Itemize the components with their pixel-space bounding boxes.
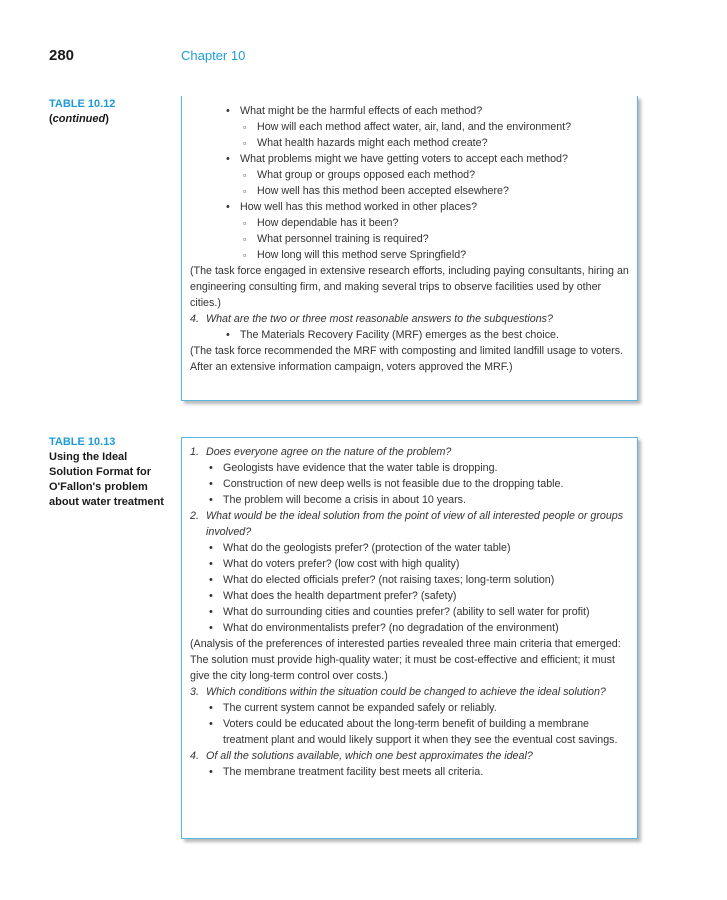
question-text: Which conditions within the situation could be changed to achieve the ideal solution? [206, 686, 606, 698]
table-caption: Using the Ideal Solution Format for O'Fallon's problem about water treatment [49, 451, 164, 508]
table-number: TABLE 10.12 [49, 98, 116, 110]
bullet-item: • What do environmentalists prefer? (no degradation of the environment) [190, 620, 631, 636]
sub-bullet-item: ▫ What group or groups opposed each method? [190, 167, 631, 183]
table-10-13-label [49, 435, 169, 510]
note-paragraph: (The task force engaged in extensive research efforts, including paying consultants, hiring an engineering consulting firm, and making several trips to observe facilities used by other cities.) [190, 265, 629, 309]
bullet-item: • Voters could be educated about the long-term benefit of building a membrane treatment plant and would likely support it when they see the eventual cost savings. [190, 716, 631, 748]
sub-bullet-item: ▫ How well has this method been accepted elsewhere? [190, 183, 631, 199]
table-caption: (continued) [49, 113, 109, 125]
sub-bullet-item: ▫ How will each method affect water, air, land, and the environment? [190, 119, 631, 135]
question-text: What would be the ideal solution from the point of view of all interested people or groups involved? [206, 510, 624, 538]
question-number: 3. [190, 686, 199, 698]
bullet-item: • What do surrounding cities and counties prefer? (ability to sell water for profit) [190, 604, 631, 620]
sub-bullet-item: ▫ What personnel training is required? [190, 231, 631, 247]
bullet-item: • What do voters prefer? (low cost with high quality) [190, 556, 631, 572]
question-number: 4. [190, 750, 199, 762]
sub-bullet-item: ▫ How dependable has it been? [190, 215, 631, 231]
question-item [190, 748, 631, 764]
question-number: 2. [190, 510, 199, 522]
sub-bullet-item: ▫ What health hazards might each method create? [190, 135, 631, 151]
bullet-item: • What does the health department prefer? (safety) [190, 588, 631, 604]
question-item [190, 311, 631, 327]
question-text: What are the two or three most reasonable answers to the subquestions? [206, 313, 553, 325]
question-number: 1. [190, 446, 199, 458]
bullet-item: • What do the geologists prefer? (protection of the water table) [190, 540, 631, 556]
chapter-title: Chapter 10 [181, 48, 246, 63]
bullet-item: • What might be the harmful effects of each method? [190, 103, 631, 119]
question-item [190, 684, 631, 700]
table-10-12-content [181, 96, 638, 401]
table-number: TABLE 10.13 [49, 436, 116, 448]
note-paragraph: (Analysis of the preferences of interested parties revealed three main criteria that emerged: The solution must provide high-quality water; it must be cost-effective and efficient; it must give the city long-term control over costs.) [190, 638, 621, 682]
question-text: Does everyone agree on the nature of the problem? [206, 446, 452, 458]
bullet-item: • The problem will become a crisis in about 10 years. [190, 492, 631, 508]
question-item [190, 508, 631, 540]
bullet-item: • The Materials Recovery Facility (MRF) emerges as the best choice. [190, 327, 631, 343]
table-10-12-label [49, 97, 169, 127]
bullet-item: • Construction of new deep wells is not feasible due to the dropping table. [190, 476, 631, 492]
bullet-item: • Geologists have evidence that the water table is dropping. [190, 460, 631, 476]
table-10-13-content [181, 437, 638, 839]
bullet-item: • The current system cannot be expanded safely or reliably. [190, 700, 631, 716]
question-number: 4. [190, 313, 199, 325]
question-item [190, 444, 631, 460]
bullet-item: • The membrane treatment facility best meets all criteria. [190, 764, 631, 780]
bullet-item: • How well has this method worked in other places? [190, 199, 631, 215]
sub-bullet-item: ▫ How long will this method serve Springfield? [190, 247, 631, 263]
note-paragraph: (The task force recommended the MRF with composting and limited landfill usage to voters. After an extensive information campaign, voters approved the MRF.) [190, 345, 624, 373]
bullet-item: • What do elected officials prefer? (not raising taxes; long-term solution) [190, 572, 631, 588]
bullet-item: • What problems might we have getting voters to accept each method? [190, 151, 631, 167]
page-number: 280 [49, 47, 75, 64]
question-text: Of all the solutions available, which one best approximates the ideal? [206, 750, 533, 762]
